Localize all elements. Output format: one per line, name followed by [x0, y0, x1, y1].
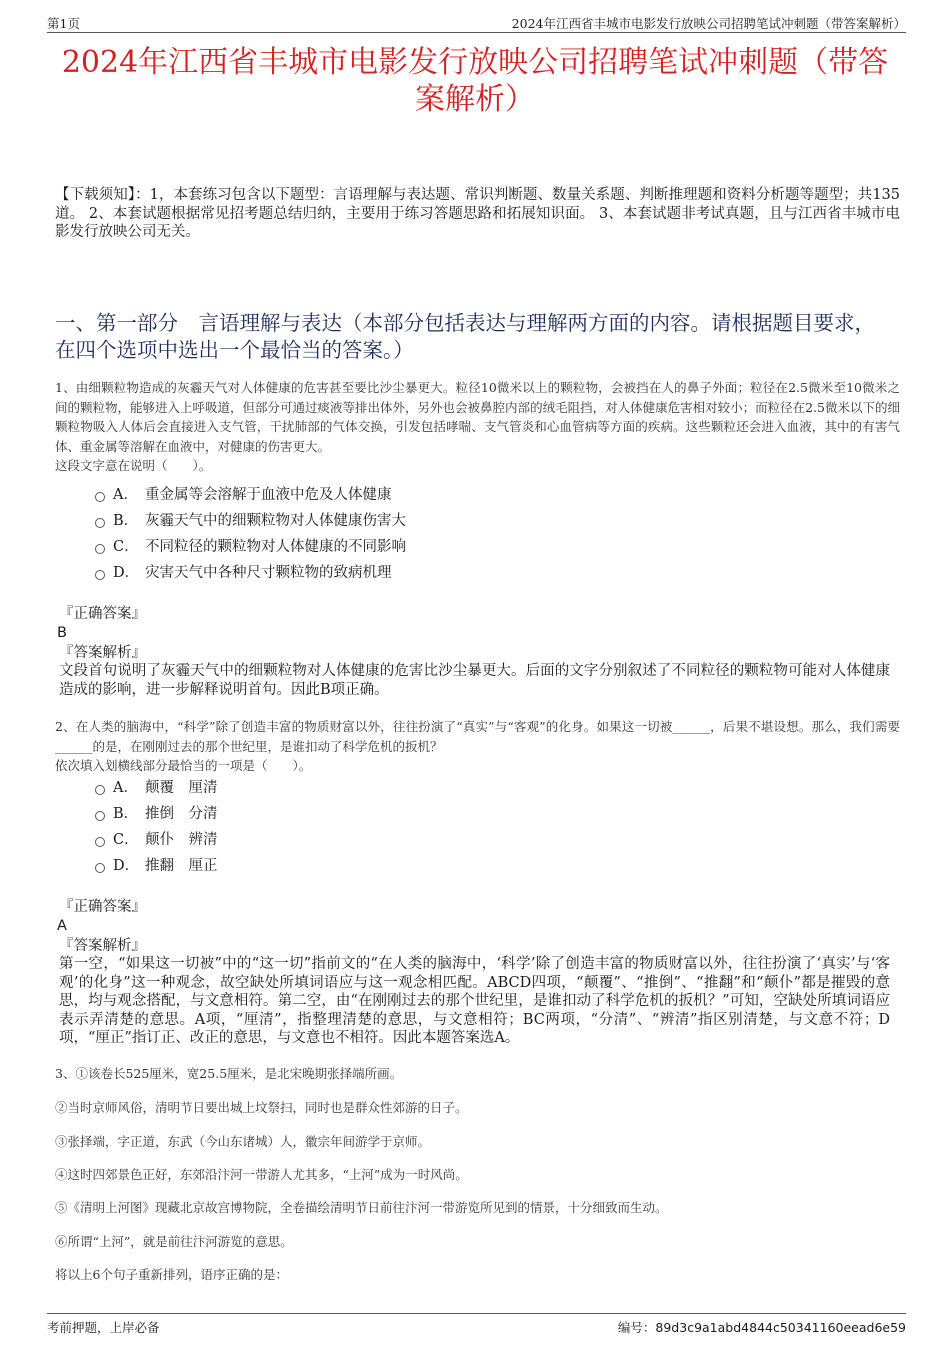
option-b[interactable]: B． 推倒 分清: [95, 801, 218, 827]
question-3-stem: 3、①该卷长525厘米，宽25.5厘米，是北宋晚期张择端所画。: [55, 1066, 403, 1081]
analysis-text: 第一空，“如果这一切被”中的“这一切”指前文的“在人类的脑海中，‘科学’除了创造丰富的物质财富以外，往往扮演了‘真实’与‘客观’的化身”这一种观念，故空缺处所填词语应与这一观念相匹配。ABCD四项，“颠覆”、“推倒”、“推翻”和“颠仆”都是摧毁的意思，均与观念搭配，与文意相符。第二空，由“在刚刚过去的那个世纪里，是谁扣动了科学危机的扳机？”可知，空缺处所填词语应表示弄清楚的意思。A项，“厘清”，指整理清楚的意思，与文意相符；BC两项，“分清”、“辨清”指区别清楚，与文意不符；D项，“厘正”指订正、改正的意思，与文意也不相符。因此本题答案选A。: [59, 956, 890, 1046]
question-2: [55, 717, 900, 776]
option-c[interactable]: C． 不同粒径的颗粒物对人体健康的不同影响: [95, 534, 406, 560]
title-line-1: 2024年江西省丰城市电影发行放映公司招聘笔试冲刺题（带答: [61, 45, 889, 80]
radio-icon[interactable]: [95, 837, 105, 847]
option-a[interactable]: A． 重金属等会溶解于血液中危及人体健康: [95, 482, 406, 508]
question-1-options: [95, 482, 406, 586]
option-d[interactable]: D． 推翻 厘正: [95, 853, 218, 879]
footer-code-value: 89d3c9a1abd4844c50341160eead6e59: [655, 1320, 906, 1335]
radio-icon[interactable]: [95, 518, 105, 528]
option-c[interactable]: C． 颠仆 辨清: [95, 827, 218, 853]
footer-code-label: 编号：: [617, 1320, 656, 1335]
question-1-prompt: 这段文字意在说明（ ）。: [55, 458, 212, 473]
answer-label: 『正确答案』: [59, 606, 146, 622]
page-title: [40, 44, 910, 118]
question-1-stem: 1、由细颗粒物造成的灰霾天气对人体健康的危害甚至要比沙尘暴更大。粒径10微米以上的颗粒物，会被挡在人的鼻子外面；粒径在2.5微米至10微米之间的颗粒物，能够进入上呼吸道，但部分可通过痰液等排出体外，另外也会被鼻腔内部的绒毛阻挡，对人体健康危害相对较小；而粒径在2.5微米以下的细颗粒物吸入人体后会直接进入支气管，干扰肺部的气体交换，引发包括哮喘、支气管炎和心血管病等方面的疾病。这些颗粒还会进入血液，其中的有害气体、重金属等溶解在血液中，对健康的伤害更大。: [55, 380, 900, 454]
analysis-label: 『答案解析』: [59, 938, 146, 954]
title-line-2: 案解析）: [415, 82, 535, 117]
question-3-sentence: ⑤《清明上河图》现藏北京故宫博物院，全卷描绘清明节日前往汴河一带游览所见到的情景，十分细致而生动。: [55, 1200, 668, 1215]
footer-slogan: 考前押题，上岸必备: [47, 1320, 160, 1335]
question-3-sentence: ③张择端，字正道，东武（今山东诸城）人，徽宗年间游学于京师。: [55, 1134, 431, 1149]
section-title: 一、第一部分 言语理解与表达（本部分包括表达与理解两方面的内容。请根据题目要求，在四个选项中选出一个最恰当的答案。）: [55, 311, 875, 362]
answer-value: B: [57, 625, 67, 641]
radio-icon[interactable]: [95, 570, 105, 580]
download-notice: 【下载须知】：1，本套练习包含以下题型：言语理解与表达题、常识判断题、数量关系题、判断推理题和资料分析题等题型；共135道。 2、本套试题根据常见招考题总结归纳，主要用于练习答题思路和拓展知识面。 3、本套试题非考试真题，且与江西省丰城市电影发行放映公司无关。: [55, 187, 900, 240]
page-footer: [47, 1313, 906, 1335]
footer-code: [618, 1318, 906, 1336]
analysis-text: 文段首句说明了灰霾天气中的细颗粒物对人体健康的危害比沙尘暴更大。后面的文字分别叙述了不同粒径的颗粒物可能对人体健康造成的影响，进一步解释说明首句。因此B项正确。: [59, 663, 890, 698]
radio-icon[interactable]: [95, 863, 105, 873]
question-2-stem: 2、在人类的脑海中，“科学”除了创造丰富的物质财富以外，往往扮演了“真实”与“客观”的化身。如果这一切被______，后果不堪设想。那么，我们需要______的是，在刚刚过去的那个世纪里，是谁扣动了科学危机的扳机？: [55, 719, 900, 754]
question-3-sentence: ④这时四郊景色正好，东郊沿汴河一带游人尤其多，“上河”成为一时风尚。: [55, 1167, 468, 1182]
radio-icon[interactable]: [95, 785, 105, 795]
option-d[interactable]: D． 灾害天气中各种尺寸颗粒物的致病机理: [95, 560, 406, 586]
question-1: [55, 378, 900, 476]
answer-value: A: [57, 918, 67, 934]
analysis-label: 『答案解析』: [59, 645, 146, 661]
radio-icon[interactable]: [95, 492, 105, 502]
page-header: [47, 14, 906, 33]
question-2-options: [95, 775, 218, 879]
option-a[interactable]: A． 颠覆 厘清: [95, 775, 218, 801]
header-doc-title: 2024年江西省丰城市电影发行放映公司招聘笔试冲刺题（带答案解析）: [511, 16, 906, 31]
page-number: 第1页: [47, 16, 80, 31]
option-b[interactable]: B． 灰霾天气中的细颗粒物对人体健康伤害大: [95, 508, 406, 534]
radio-icon[interactable]: [95, 544, 105, 554]
question-2-prompt: 依次填入划横线部分最恰当的一项是（ ）。: [55, 758, 312, 773]
question-3-sentence: ②当时京师风俗，清明节日要出城上坟祭扫，同时也是群众性郊游的日子。: [55, 1100, 468, 1115]
radio-icon[interactable]: [95, 811, 105, 821]
answer-label: 『正确答案』: [59, 899, 146, 915]
question-3-sentence: ⑥所谓“上河”，就是前往汴河游览的意思。: [55, 1234, 293, 1249]
question-3-prompt: 将以上6个句子重新排列，语序正确的是：: [55, 1267, 288, 1282]
